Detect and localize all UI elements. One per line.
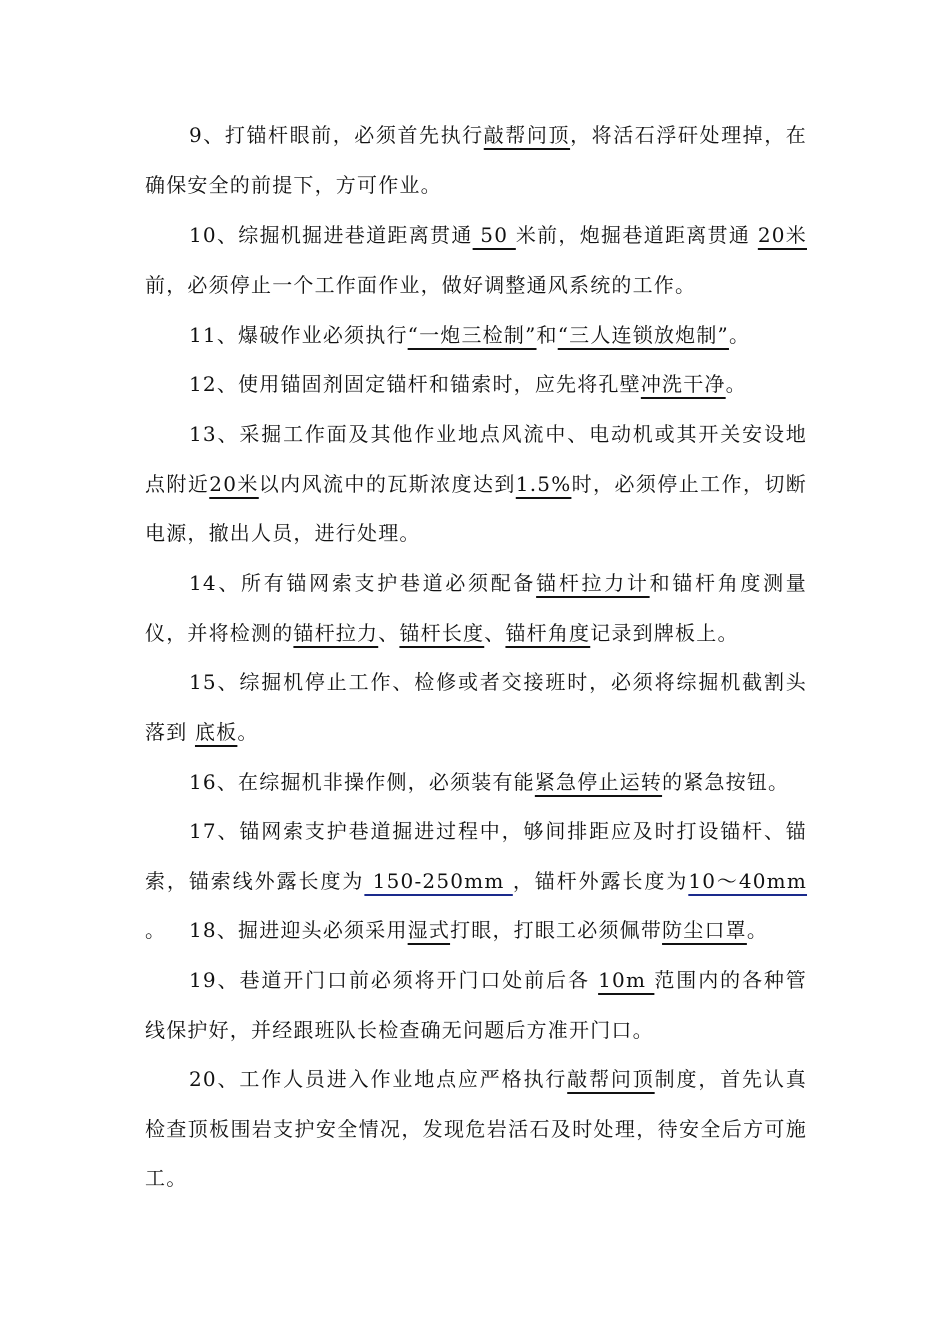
underlined-answer: 敲帮问顶 [567,1067,655,1091]
text-segment: 前，必须停止一个工作面作业，做好调整通风系统的工作。 [145,272,697,297]
underlined-answer: 紧急停止运转 [534,770,663,794]
underlined-answer: 10m [598,968,655,992]
text-segment: 。 [746,918,769,942]
text-segment: 范围内的各种管线保护好，并经跟班队长检查确无问题后方准开门口。 [145,968,807,1042]
underlined-answer: 20米 [209,471,259,496]
text-segment: 16、在综掘机非操作侧，必须装有能 [189,770,535,794]
text-segment: 制度，首先认真检查顶板围岩支护安全情况，发现危岩活石及时处理，待安全后方可施工。 [145,1067,807,1191]
underlined-answer: “三人连锁放炮制” [557,323,729,347]
text-segment: 18、掘进迎头必须采用 [189,918,408,942]
item-16 [145,758,807,808]
underlined-answer: 底板 [194,719,238,744]
text-segment: 打眼，打眼工必须佩带 [450,918,663,942]
text-segment: 9、打锚杆眼前，必须首先执行 [189,123,484,147]
text-segment: 。 [728,323,751,347]
underlined-answer: 敲帮问顶 [483,123,571,147]
item-12 [145,360,807,410]
underlined-answer: 锚杆角度 [505,620,591,645]
text-segment: 10、综掘机掘进巷道距离贯通 [189,223,473,247]
text-segment: 13、采掘工作面及其他作业地点风流中、电动机或其开关安设地点附近 [145,422,807,496]
underlined-answer: 10～40mm [688,868,808,893]
text-segment: 米前，炮掘巷道距离贯通 [515,223,758,247]
text-segment: 记录到牌板上。 [590,620,739,645]
text-segment: ，锚杆外露长度为 [512,868,689,893]
text-segment: 、 [484,620,506,645]
underlined-answer: 20米 [757,223,807,247]
underlined-answer: 150-250mm [364,868,513,893]
text-segment: 和 [536,323,558,347]
underlined-answer: 锚杆拉力计 [536,571,650,595]
text-segment: 、 [378,620,400,645]
text-segment: 。 [725,372,747,396]
underlined-answer: 锚杆长度 [399,620,485,645]
item-11 [145,311,807,361]
underlined-answer: 冲洗干净 [640,372,726,396]
text-segment: 20、工作人员进入作业地点应严格执行 [189,1067,568,1091]
text-segment: 。 [145,918,167,943]
item-18 [145,906,807,956]
item-13 [145,410,807,559]
text-segment: 15、综掘机停止工作、检修或者交接班时，必须将综掘机截割头落到 [145,670,807,744]
underlined-answer: 50 [472,223,516,247]
underlined-answer: 1.5% [515,471,572,496]
text-segment: 。 [237,719,259,744]
underlined-answer: “一炮三检制” [407,323,537,347]
text-segment: 以内风流中的瓦斯浓度达到 [258,471,516,496]
item-14 [145,559,807,658]
underlined-answer: 锚杆拉力 [293,620,379,645]
text-segment: 12、使用锚固剂固定锚杆和锚索时，应先将孔壁 [189,372,641,396]
text-segment: 的紧急按钮。 [662,770,790,794]
text-segment: 17、锚网索支护巷道掘进过程中，够间排距应及时打设锚杆、锚索，锚索线外露长度为 [145,819,807,893]
item-9 [145,111,807,210]
item-20 [145,1055,807,1204]
text-segment: ，将活石浮矸处理掉，在确保安全的前提下，方可作业。 [145,123,807,197]
item-10 [145,211,807,310]
text-segment: 11、爆破作业必须执行 [189,323,408,347]
underlined-answer: 防尘口罩 [662,918,747,942]
item-15 [145,658,807,757]
text-segment: 和锚杆角度测量仪，并将检测的 [145,571,808,645]
item-19 [145,956,807,1055]
text-segment: 19、巷道开门口前必须将开门口处前后各 [189,968,599,992]
text-segment: 14、所有锚网索支护巷道必须配备 [189,571,537,595]
underlined-answer: 湿式 [407,918,451,942]
text-segment: 时，必须停止工作，切断电源，撤出人员，进行处理。 [145,471,808,546]
